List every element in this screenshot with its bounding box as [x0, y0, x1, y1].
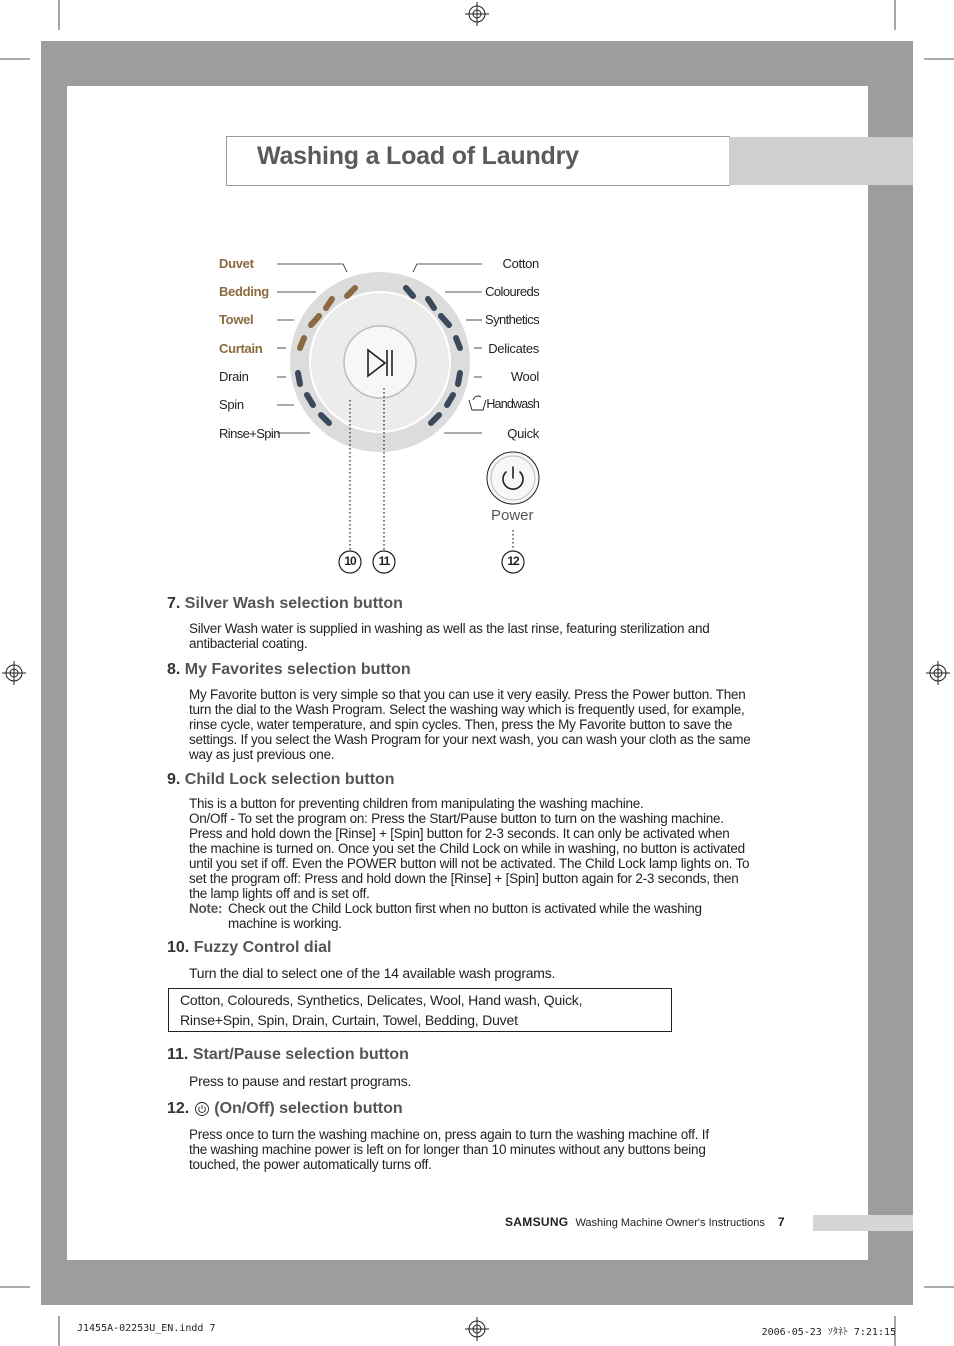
callout-10: 10 [344, 554, 356, 568]
text-line: machine is working. [228, 916, 342, 931]
dial-label-bedding: Bedding [219, 284, 269, 299]
dial-tick [298, 373, 300, 384]
start-pause-button [344, 326, 416, 398]
section-title: Child Lock selection button [184, 771, 395, 788]
dial-label-cotton: Cotton [502, 256, 539, 271]
text-line: Press once to turn the washing machine on, press again to turn the washing machine off. If [189, 1127, 709, 1142]
text-line: On/Off - To set the program on: Press the Start/Pause button to turn on the washing machine. [189, 811, 724, 826]
section-7-body [189, 621, 710, 651]
footer-brand: SAMSUNG [505, 1215, 569, 1229]
text-line: way as just previous one. [189, 747, 335, 762]
dial-label-delicates: Delicates [488, 341, 539, 356]
text-line: the lamp lights off and is set off. [189, 886, 370, 901]
program-list-box [168, 988, 672, 1032]
section-title: Silver Wash selection button [184, 595, 403, 612]
section-12-body [189, 1127, 709, 1172]
text-line: set the program off: Press and hold down the [Rinse] + [Spin] button again for 2-3 seconds, then [189, 871, 739, 886]
section-title: (On/Off) selection button [214, 1100, 403, 1117]
section-title: Fuzzy Control dial [193, 939, 332, 956]
title-tail-bar [729, 137, 913, 185]
callout-11: 11 [378, 554, 390, 568]
section-8-heading [167, 661, 411, 679]
dial-tick [300, 338, 304, 348]
text-line: settings. If you select the Wash Program for your next wash, you can wash your cloth as the same [189, 732, 751, 747]
dial-label-drain: Drain [219, 369, 249, 384]
section-number: 7. [167, 595, 181, 612]
text-line: My Favorite button is very simple so that you can use it very easily. Press the Power button. Then [189, 687, 746, 702]
handwash-icon [469, 396, 486, 410]
text-line: antibacterial coating. [189, 636, 308, 651]
text-line: Silver Wash water is supplied in washing as well as the last rinse, featuring sterilization and [189, 621, 710, 636]
page-title: Washing a Load of Laundry [257, 142, 579, 170]
note-label: Note: [189, 901, 223, 916]
dial-label-wool: Wool [510, 369, 539, 384]
footer-bar [813, 1215, 913, 1231]
text-line: the machine is turned on. Once you set the Child Lock on while in washing, no button is activated [189, 841, 745, 856]
text-line: turn the dial to the Wash Program. Select the washing way which is frequently used, for example, [189, 702, 745, 717]
text-line: Press and hold down the [Rinse] + [Spin] button for 2-3 seconds. It can only be activated when [189, 826, 730, 841]
page-footer [505, 1215, 785, 1229]
dial-label-duvet: Duvet [219, 256, 254, 271]
text-line: touched, the power automatically turns off. [189, 1157, 432, 1172]
text-line: This is a button for preventing children from manipulating the washing machine. [189, 796, 644, 811]
section-title: Start/Pause selection button [192, 1046, 409, 1063]
text-line: Check out the Child Lock button first when no button is activated while the washing [228, 901, 702, 916]
text-line: Press to pause and restart programs. [189, 1073, 412, 1089]
text-line: the washing machine power is left on for longer than 10 minutes without any buttons being [189, 1142, 706, 1157]
dial-label-spin: Spin [219, 397, 244, 412]
section-number: 8. [167, 661, 181, 678]
dial-label-quick: Quick [507, 426, 539, 441]
text-line: Turn the dial to select one of the 14 available wash programs. [189, 965, 556, 981]
power-icon [194, 1101, 212, 1117]
text-line: rinse cycle, water temperature, and spin cycles. Then, press the My Favorite button to save the [189, 717, 733, 732]
footer-text: Washing Machine Owner's Instructions [575, 1217, 765, 1229]
slug-date-info: 2006-05-23 ｿﾀﾈﾄ 7:21:15 [761, 1327, 896, 1338]
dial-tick [458, 373, 460, 384]
dial-label-curtain: Curtain [219, 341, 263, 356]
dial-label-synthetics: Synthetics [485, 312, 539, 327]
section-10-heading [167, 939, 331, 957]
power-label: Power [491, 507, 534, 524]
section-number: 9. [167, 771, 181, 788]
dial-label-handwash: Handwash [486, 397, 539, 411]
section-7-heading [167, 595, 403, 613]
dial-tick [456, 338, 460, 348]
program-list-line: Rinse+Spin, Spin, Drain, Curtain, Towel, Bedding, Duvet [180, 1012, 518, 1028]
page-number: 7 [777, 1215, 785, 1229]
program-list-line: Cotton, Coloureds, Synthetics, Delicates, Wool, Hand wash, Quick, [180, 992, 583, 1008]
section-11-body [189, 1074, 411, 1089]
section-number: 11. [167, 1046, 189, 1063]
callout-12: 12 [507, 554, 519, 568]
section-title: My Favorites selection button [184, 661, 411, 678]
callout-circles [339, 551, 524, 573]
section-11-heading [167, 1046, 409, 1064]
slug-file-info: J1455A-02253U_EN.indd 7 [77, 1323, 216, 1334]
text-line: until you set if off. Even the POWER button will not be activated. The Child Lock lamp lights on. To [189, 856, 750, 871]
section-10-body [189, 966, 555, 981]
section-12-heading [167, 1100, 403, 1118]
section-number: 10. [167, 939, 190, 956]
note [189, 901, 749, 931]
section-9-body [189, 796, 749, 931]
note-text [228, 901, 702, 931]
dial-label-towel: Towel [219, 312, 254, 327]
dial-label-coloureds: Coloureds [485, 284, 539, 299]
section-8-body [189, 687, 751, 762]
dial-label-rinse-spin: Rinse+Spin [219, 426, 280, 441]
section-number: 12. [167, 1100, 190, 1117]
section-9-heading [167, 771, 395, 789]
